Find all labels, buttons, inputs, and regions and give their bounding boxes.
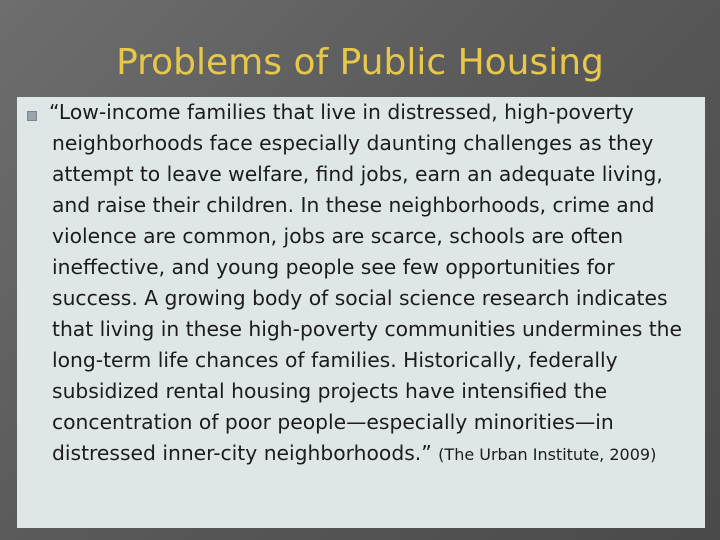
quote-text: “Low-income families that live in distressed, high-poverty neighborhoods face especially daunting challenges as they attempt to leave welfare, find jobs, earn an adequate living, and raise their children. In these neighborhoods, crime and violence are common, jobs are scarce, schools are often ineffective, and young people see few opportunities for success. A growing body of social science research indicates that living in these high-poverty communities undermines the long-term life chances of families. Historically, federally subsidized rental housing projects have intensified the concentration of poor people—especially minorities—in distressed inner-city neighborhoods.” [49,100,683,465]
slide-title: Problems of Public Housing [116,42,604,83]
citation-text: (The Urban Institute, 2009) [438,445,657,464]
square-bullet-icon [27,111,37,121]
content-box [17,97,705,528]
bullet-text [49,97,702,470]
